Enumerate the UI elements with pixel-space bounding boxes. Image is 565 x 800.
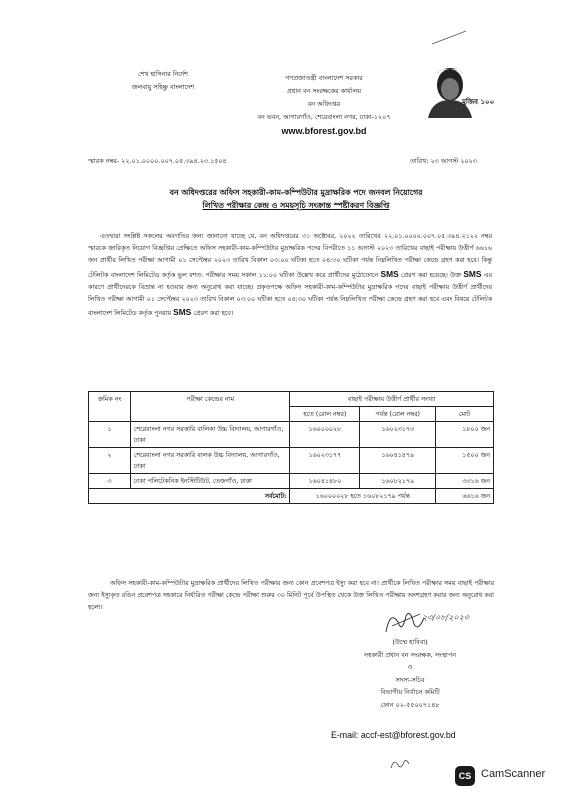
from-cell: ১৬০৪১৪৮০	[290, 474, 360, 489]
header-serial: ক্রমিক নং	[89, 392, 131, 422]
mujib-100-logo	[418, 60, 494, 118]
sms-term: SMS	[380, 268, 399, 279]
grand-total-count: ৬৬১৬ জন	[436, 489, 494, 504]
header-center: পরীক্ষা কেন্দ্রের নাম	[130, 392, 289, 422]
sms-term: SMS	[463, 268, 482, 279]
center-cell: শেরেবাংলা নগর সরকারি বালক উচ্চ বিদ্যালয়, আগারগাঁও, ঢাকা	[130, 448, 289, 474]
table-row	[89, 422, 494, 448]
header-total: মোট	[436, 407, 494, 422]
grand-total-label: সর্বমোট:	[89, 489, 290, 504]
serial-cell: ২	[89, 448, 131, 474]
reference-number: স্মারক নম্বর- ২২.০১.০০০০.০০৭.০৫.৩৯৪.২৩.১৫০৪	[88, 157, 227, 165]
table-row	[89, 474, 494, 489]
header-to: পর্যন্ত (রোল নম্বর)	[360, 407, 436, 422]
table-row	[89, 448, 494, 474]
notice-body: এতদ্বারা সংশ্লিষ্ট সকলের অবগতির জন্য জানানো যাচ্ছে যে, বন অধিদপ্তরের ৩১ অক্টোবর, ২০২২ তারিখের ২২.০১.০০০০.০০৭.০৫.৩৯৪.২১২২ নম্বর স্মারকে জারিকৃত নিয়োগ বিজ্ঞপ্তির প্রেক্ষিতে অফিস সহকারী-কাম-কম্পিউটার মুদ্রাক্ষরিক পদের বিপরীতে ১১ আগস্ট ২০২৩ তারিখের বাছাই পরীক্ষায় উত্তীর্ণ ৬৬১৬ জন প্রার্থীর লিখিত পরীক্ষা আগামী ০১ সেপ্টেম্বর ২০২৩ তারিখ বিকাল ০৩:০০ ঘটিকা হতে ০৪:৩০ ঘটিকা পর্যন্ত নিম্নলিখিত পরীক্ষা কেন্দ্রে গ্রহণ করা হবে। কিন্তু টেলিটক বাংলাদেশ লিমিটেড কর্তৃক ভুল বশত: পরীক্ষার সময় সকাল ১১:০০ ঘটিকা উল্লেখ করে প্রার্থীদের মুঠোফোনে SMS প্রেরণ করা হয়েছে। উক্ত SMS এর কারণে প্রার্থীদেরকে বিভ্রান্ত না হওয়ার জন্য অনুরোধ করা যাচ্ছে। প্রকৃতপক্ষে অফিস সহকারী-কাম-কম্পিউটার মুদ্রাক্ষরিক পদের বাছাই পরীক্ষায় উত্তীর্ণ প্রার্থীদের লিখিত পরীক্ষা আগামী ০১ সেপ্টেম্বর ২০২৩ তারিখ বিকাল ০৩:০০ ঘটিকা হতে ০৪:৩০ ঘটিকা পর্যন্ত নিম্নলিখিত পরীক্ষা কেন্দ্রে গ্রহণ করা হবে এবং বিষয়ে টেলিটক বাংলাদেশ লিমিটেড কর্তৃক পুনরায় SMS প্রেরণ করা হবে।	[88, 233, 492, 318]
office-header: গণপ্রজাতন্ত্রী বাংলাদেশ সরকার প্রধান বন সংরক্ষকের কার্যালয় বন অধিদপ্তর বন ভবন, আগারগাঁও, শেরেবাংলা নগর, ঢাকা-১২০৭ www.bforest.gov.bd	[224, 72, 424, 138]
camscanner-watermark: CamScanner	[481, 768, 546, 780]
sms-term: SMS	[173, 307, 192, 318]
center-cell: শেরেবাংলা নগর সরকারি বালিকা উচ্চ বিদ্যালয়, আগারগাঁও, ঢাকা	[130, 422, 289, 448]
table-header-row	[89, 392, 494, 407]
pen-mark	[430, 28, 470, 46]
portrait-icon	[418, 60, 494, 118]
camscanner-logo-icon: CS	[455, 766, 475, 786]
signature-date: ২৩/০৮/২০২৩	[422, 613, 469, 622]
header-from: হতে (রোল নম্বর)	[290, 407, 360, 422]
to-cell: ১৬০৪১৪৭৯	[360, 448, 436, 474]
serial-cell: ১	[89, 422, 131, 448]
center-cell: ঢাকা পলিটেকনিক ইনস্টিটিউট, তেজগাঁও, ঢাকা	[130, 474, 289, 489]
from-cell: ১৬০০০০২৮	[290, 422, 360, 448]
serial-cell: ৩	[89, 474, 131, 489]
website: www.bforest.gov.bd	[281, 126, 367, 136]
notice-title: বন অধিদপ্তরের অফিস সহকারী-কাম-কম্পিউটার মুদ্রাক্ষরিক পদে জনবল নিয়োগের লিখিত পরীক্ষার কেন্দ্র ও সময়সূচি সংক্রান্ত স্পষ্টীকরণ বিজ্ঞপ্তি	[169, 188, 423, 210]
total-cell: ১৫০০ জন	[436, 448, 494, 474]
exam-center-table	[88, 391, 494, 504]
to-cell: ১৬০২৩১৭৩	[360, 422, 436, 448]
phone-number: ফোন ০২-৫৫০০৭১৪৮	[380, 700, 440, 709]
table-total-row	[89, 489, 494, 504]
total-cell: ১৮০০ জন	[436, 422, 494, 448]
email-address: E-mail: accf-est@bforest.gov.bd	[331, 730, 456, 740]
to-cell: ১৬০৮২১৭৯	[360, 474, 436, 489]
grand-total-range: ১৬০০০০২৮ হতে ১৬০৮২১৭৯ পর্যন্ত	[290, 489, 436, 504]
emblem-text: মুজিব ১০০	[462, 98, 495, 106]
closing-paragraph: অফিস সহকারী-কাম-কম্পিউটার মুদ্রাক্ষরিক প্রার্থীদের লিখিত পরীক্ষার জন্য কোন প্রবেশপত্র ইস্যু করা হবে না। প্রার্থীকে লিখিত পরীক্ষার সময় বাছাই পরীক্ষার জন্য ইস্যুকৃত রঙিন প্রবেশপত্র সহকারে নির্ধারিত পরীক্ষা কেন্দ্রে পরীক্ষা শুরুর ৩০ মিনিট পূর্বে উপস্থিত থেকে উক্ত লিখিত পরীক্ষায় অংশগ্রহণ করার জন্য অনুরোধ করা হলো।	[88, 580, 494, 611]
slogan: শেখ হাসিনার নির্দেশ জলবায়ু সহিষ্ণু বাংলাদেশ	[131, 71, 195, 91]
signatory-designation: সহকারী প্রধান বন সংরক্ষক, সংস্থাপন	[363, 650, 457, 659]
header-passed: বাছাই পরীক্ষায় উত্তীর্ণ প্রার্থীর সংখ্যা	[290, 392, 494, 407]
from-cell: ১৬০২৩১৭৭	[290, 448, 360, 474]
initial-mark	[388, 756, 412, 772]
signatory-name: (উম্মে হাবিবা)	[392, 638, 428, 646]
total-cell: ৩৩১৬ জন	[436, 474, 494, 489]
issue-date: তারিখ: ২৩ আগস্ট ২০২৩	[410, 157, 477, 165]
signature-block: (উম্মে হাবিবা) সহকারী প্রধান বন সংরক্ষক, সংস্থাপন ও সদস্য-সচিব বিভাগীয় নির্বাচন কমিটি ফোন ০২-৫৫০০৭১৪৮	[330, 636, 490, 711]
